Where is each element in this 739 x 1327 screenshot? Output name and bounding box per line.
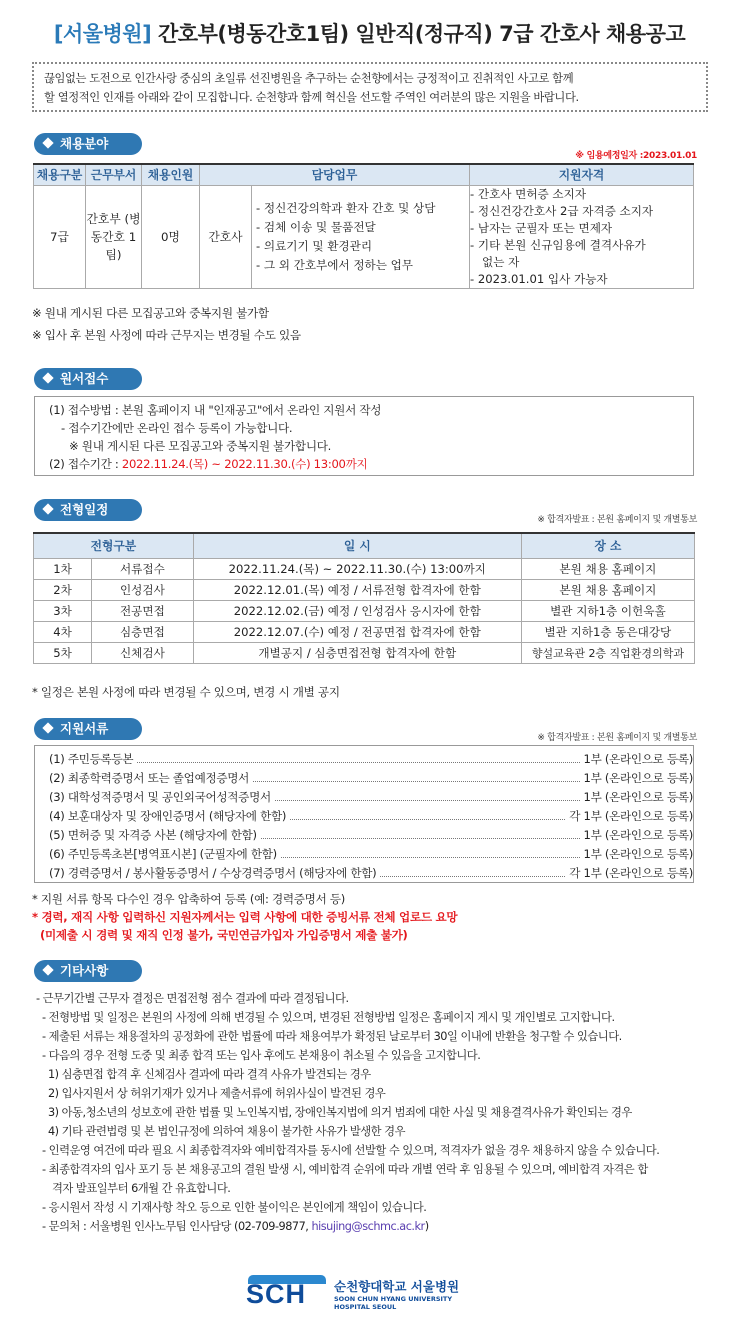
leader-dots <box>281 849 580 858</box>
doc-name: (4) 보훈대상자 및 장애인증명서 (해당자에 한함) <box>49 808 287 823</box>
section-apply-header <box>34 368 142 390</box>
doc-qty: 1부 (온라인으로 등록) <box>583 770 693 785</box>
section-schedule-label: 전형일정 <box>60 502 109 517</box>
intro-line-1: 끊임없는 도전으로 인간사랑 중심의 초일류 선진병원을 추구하는 순천향에서는 긍정적이고 진취적인 사고로 함께 <box>44 72 574 85</box>
qual-item: - 남자는 군필자 또는 면제자 <box>470 220 613 235</box>
doc-name: (5) 면허증 및 자격증 사본 (해당자에 한함) <box>49 827 257 842</box>
table-row <box>34 621 695 642</box>
step-name-cell: 신체검사 <box>92 642 194 663</box>
etc-line: 4) 기타 관련법령 및 본 법인규정에 의하여 채용이 불가한 사유가 발생한 경우 <box>48 1125 405 1138</box>
etc-contact <box>42 1218 429 1234</box>
section-docs-label: 지원서류 <box>60 721 109 736</box>
docs-foot-2: * 경력, 재직 사항 입력하신 지원자께서는 입력 사항에 대한 증빙서류 전체 업로드 요망 <box>32 910 458 924</box>
appointment-date-note: ※ 임용예정일자 :2023.01.01 <box>575 151 697 161</box>
field-table <box>33 163 694 289</box>
th-quals: 지원자격 <box>470 164 694 185</box>
doc-name: (6) 주민등록초본[병역표시본] (군필자에 한함) <box>49 846 277 861</box>
th-place: 장 소 <box>521 533 694 558</box>
th-step: 전형구분 <box>34 533 194 558</box>
step-name-cell: 심층면접 <box>92 621 194 642</box>
etc-line: - 근무기간별 근무자 결정은 면접전형 점수 결과에 따라 결정됩니다. <box>36 992 349 1005</box>
qual-item: 없는 자 <box>482 254 520 269</box>
etc-line: 2) 입사지원서 상 허위기재가 있거나 제출서류에 허위사실이 발견된 경우 <box>48 1087 386 1100</box>
cell-grade: 7급 <box>34 185 86 288</box>
qual-item: - 기타 본원 신규임용에 결격사유가 <box>470 237 646 252</box>
apply-box <box>34 396 694 476</box>
diamond-icon <box>42 372 53 383</box>
doc-name: (3) 대학성적증명서 및 공인외국어성적증명서 <box>49 789 271 804</box>
th-grade: 채용구분 <box>34 164 86 185</box>
contact-text: - 문의처 : 서울병원 인사노무팀 인사담당 (02-709-9877, <box>42 1220 309 1233</box>
step-cell: 3차 <box>34 600 92 621</box>
place-cell: 별관 지하1층 동은대강당 <box>521 621 694 642</box>
leader-dots <box>137 754 579 763</box>
doc-qty: 1부 (온라인으로 등록) <box>583 751 693 766</box>
logo-english-1: SOON CHUN HYANG UNIVERSITY <box>334 1295 453 1303</box>
place-cell: 본원 채용 홈페이지 <box>521 558 694 579</box>
leader-dots <box>275 792 580 801</box>
step-name-cell: 전공면접 <box>92 600 194 621</box>
title-main: 간호부(병동간호1팀) 일반직(정규직) 7급 간호사 채용공고 <box>158 22 686 46</box>
place-cell: 별관 지하1층 이헌욱홀 <box>521 600 694 621</box>
duty-item: - 의료기기 및 환경관리 <box>256 238 373 253</box>
contact-close: ) <box>424 1220 429 1233</box>
qual-item: - 간호사 면허증 소지자 <box>470 186 587 201</box>
cell-duties <box>252 185 470 288</box>
hospital-tag: [서울병원] <box>53 22 152 46</box>
date-cell: 2022.12.07.(수) 예정 / 전공면접 합격자에 한함 <box>193 621 521 642</box>
section-apply-label: 원서접수 <box>60 371 109 386</box>
apply-period-label: (2) 접수기간 : <box>49 457 119 471</box>
apply-no-duplicate: ※ 원내 게시된 다른 모집공고와 중복지원 불가합니다. <box>69 439 332 453</box>
section-schedule-header <box>34 499 142 521</box>
doc-name: (1) 주민등록등본 <box>49 751 134 766</box>
leader-dots <box>380 868 565 877</box>
list-item <box>49 787 693 806</box>
step-name-cell: 인성검사 <box>92 579 194 600</box>
etc-line: - 최종합격자의 입사 포기 등 본 채용공고의 결원 발생 시, 예비합격 순위에 따라 개별 연락 후 임용될 수 있으며, 예비합격 자격은 합 <box>42 1163 648 1176</box>
table-row <box>34 600 695 621</box>
th-duties: 담당업무 <box>200 164 470 185</box>
doc-qty: 1부 (온라인으로 등록) <box>583 827 693 842</box>
table-row <box>34 579 695 600</box>
docs-note: ※ 합격자발표 : 본원 홈페이지 및 개별통보 <box>537 733 697 743</box>
leader-dots <box>290 811 565 820</box>
field-note-2: ※ 입사 후 본원 사정에 따라 근무지는 변경될 수도 있음 <box>32 328 301 342</box>
qual-item: - 정신건강간호사 2급 자격증 소지자 <box>470 203 654 218</box>
logo-mark: SCH <box>246 1279 307 1309</box>
apply-period <box>49 456 367 472</box>
doc-qty: 1부 (온라인으로 등록) <box>583 789 693 804</box>
cell-job: 간호사 <box>200 185 252 288</box>
diamond-icon <box>42 503 53 514</box>
doc-qty: 1부 (온라인으로 등록) <box>583 846 693 861</box>
logo-korean: 순천향대학교 서울병원 <box>334 1279 460 1294</box>
docs-foot-1: * 지원 서류 항목 다수인 경우 압축하여 등록 (예: 경력증명서 등) <box>32 892 345 906</box>
etc-line: 3) 아동,청소년의 성보호에 관한 법률 및 노인복지법, 장애인복지법에 의거 범죄에 대한 사실 및 채용결격사유가 확인되는 경우 <box>48 1106 632 1119</box>
step-cell: 1차 <box>34 558 92 579</box>
etc-line: - 다음의 경우 전형 도중 및 최종 합격 또는 입사 후에도 본채용이 취소될 수 있음을 고지합니다. <box>42 1049 481 1062</box>
cell-dept: 간호부 (병동간호 1팀) <box>86 185 142 288</box>
date-cell: 2022.12.01.(목) 예정 / 서류전형 합격자에 한함 <box>193 579 521 600</box>
schedule-table <box>33 532 695 664</box>
intro-box <box>32 62 708 112</box>
diamond-icon <box>42 137 53 148</box>
section-etc-header <box>34 960 142 982</box>
step-cell: 4차 <box>34 621 92 642</box>
apply-method: (1) 접수방법 : 본원 홈페이지 내 "인재공고"에서 온라인 지원서 작성 <box>49 403 382 417</box>
doc-qty: 각 1부 (온라인으로 등록) <box>569 808 693 823</box>
section-etc-label: 기타사항 <box>60 963 109 978</box>
docs-box <box>34 745 694 883</box>
intro-line-2: 할 열정적인 인재를 아래와 같이 모집합니다. 순천향과 함께 혁신을 선도할 주역인 여러분의 많은 지원을 바랍니다. <box>44 91 579 104</box>
page-title <box>0 18 739 48</box>
logo-english-2: HOSPITAL SEOUL <box>334 1303 397 1311</box>
doc-qty: 각 1부 (온라인으로 등록) <box>569 865 693 880</box>
place-cell: 본원 채용 홈페이지 <box>521 579 694 600</box>
schedule-note: ※ 합격자발표 : 본원 홈페이지 및 개별통보 <box>537 515 697 525</box>
etc-line: - 전형방법 및 일정은 본원의 사정에 의해 변경될 수 있으며, 변경된 전형방법 일정은 홈페이지 게시 및 개인별로 고지합니다. <box>42 1011 615 1024</box>
apply-period-only: - 접수기간에만 온라인 접수 등록이 가능합니다. <box>61 421 293 435</box>
doc-name: (2) 최종학력증명서 또는 졸업예정증명서 <box>49 770 250 785</box>
diamond-icon <box>42 722 53 733</box>
list-item <box>49 863 693 882</box>
step-cell: 2차 <box>34 579 92 600</box>
etc-line: - 제출된 서류는 채용절차의 공정화에 관한 법률에 따라 채용여부가 확정된 날로부터 30일 이내에 반환을 청구할 수 있습니다. <box>42 1030 622 1043</box>
field-note-1: ※ 원내 게시된 다른 모집공고와 중복지원 불가함 <box>32 306 269 320</box>
th-date: 일 시 <box>193 533 521 558</box>
date-cell: 2022.12.02.(금) 예정 / 인성검사 응시자에 한함 <box>193 600 521 621</box>
etc-line: 격자 발표일부터 6개월 간 유효합니다. <box>52 1182 231 1195</box>
duty-item: - 검체 이송 및 물품전달 <box>256 219 376 234</box>
date-cell: 2022.11.24.(목) ~ 2022.11.30.(수) 13:00까지 <box>193 558 521 579</box>
place-cell: 향설교육관 2층 직업환경의학과 <box>521 642 694 663</box>
leader-dots <box>253 773 579 782</box>
step-cell: 5차 <box>34 642 92 663</box>
step-name-cell: 서류접수 <box>92 558 194 579</box>
schedule-footnote: * 일정은 본원 사정에 따라 변경될 수 있으며, 변경 시 개별 공지 <box>32 685 340 699</box>
date-cell: 개별공지 / 심층면접전형 합격자에 한함 <box>193 642 521 663</box>
apply-period-value: 2022.11.24.(목) ~ 2022.11.30.(수) 13:00까지 <box>121 457 368 471</box>
th-dept: 근무부서 <box>86 164 142 185</box>
diamond-icon <box>42 964 53 975</box>
section-field-header <box>34 133 142 155</box>
hospital-logo <box>246 1275 496 1313</box>
doc-name: (7) 경력증명서 / 봉사활동증명서 / 수상경력증명서 (해당자에 한함) <box>49 865 377 880</box>
duty-item: - 그 외 간호부에서 정하는 업무 <box>256 257 414 272</box>
section-docs-header <box>34 718 142 740</box>
list-item <box>49 806 693 825</box>
duty-item: - 정신건강의학과 환자 간호 및 상담 <box>256 200 436 215</box>
etc-line: - 인력운영 여건에 따라 필요 시 최종합격자와 예비합격자를 동시에 선발할 수 있으며, 적격자가 없을 경우 채용하지 않을 수 있습니다. <box>42 1144 660 1157</box>
contact-email-link[interactable]: hisujing@schmc.ac.kr <box>311 1220 425 1233</box>
section-field-label: 채용분야 <box>60 136 109 151</box>
logo-english <box>334 1295 452 1311</box>
qual-item: - 2023.01.01 입사 가능자 <box>470 271 608 286</box>
list-item <box>49 768 693 787</box>
etc-line: - 응시원서 작성 시 기재사항 착오 등으로 인한 불이익은 본인에게 책임이 있습니다. <box>42 1201 427 1214</box>
th-count: 채용인원 <box>142 164 200 185</box>
list-item <box>49 749 693 768</box>
leader-dots <box>261 830 580 839</box>
list-item <box>49 844 693 863</box>
etc-line: 1) 심층면접 합격 후 신체검사 결과에 따라 결격 사유가 발견되는 경우 <box>48 1068 371 1081</box>
cell-count: 0명 <box>142 185 200 288</box>
list-item <box>49 825 693 844</box>
table-row <box>34 642 695 663</box>
cell-quals <box>470 185 694 288</box>
docs-foot-3: (미제출 시 경력 및 재직 인정 불가, 국민연금가입자 가입증명서 제출 불가) <box>40 928 408 942</box>
table-row <box>34 558 695 579</box>
